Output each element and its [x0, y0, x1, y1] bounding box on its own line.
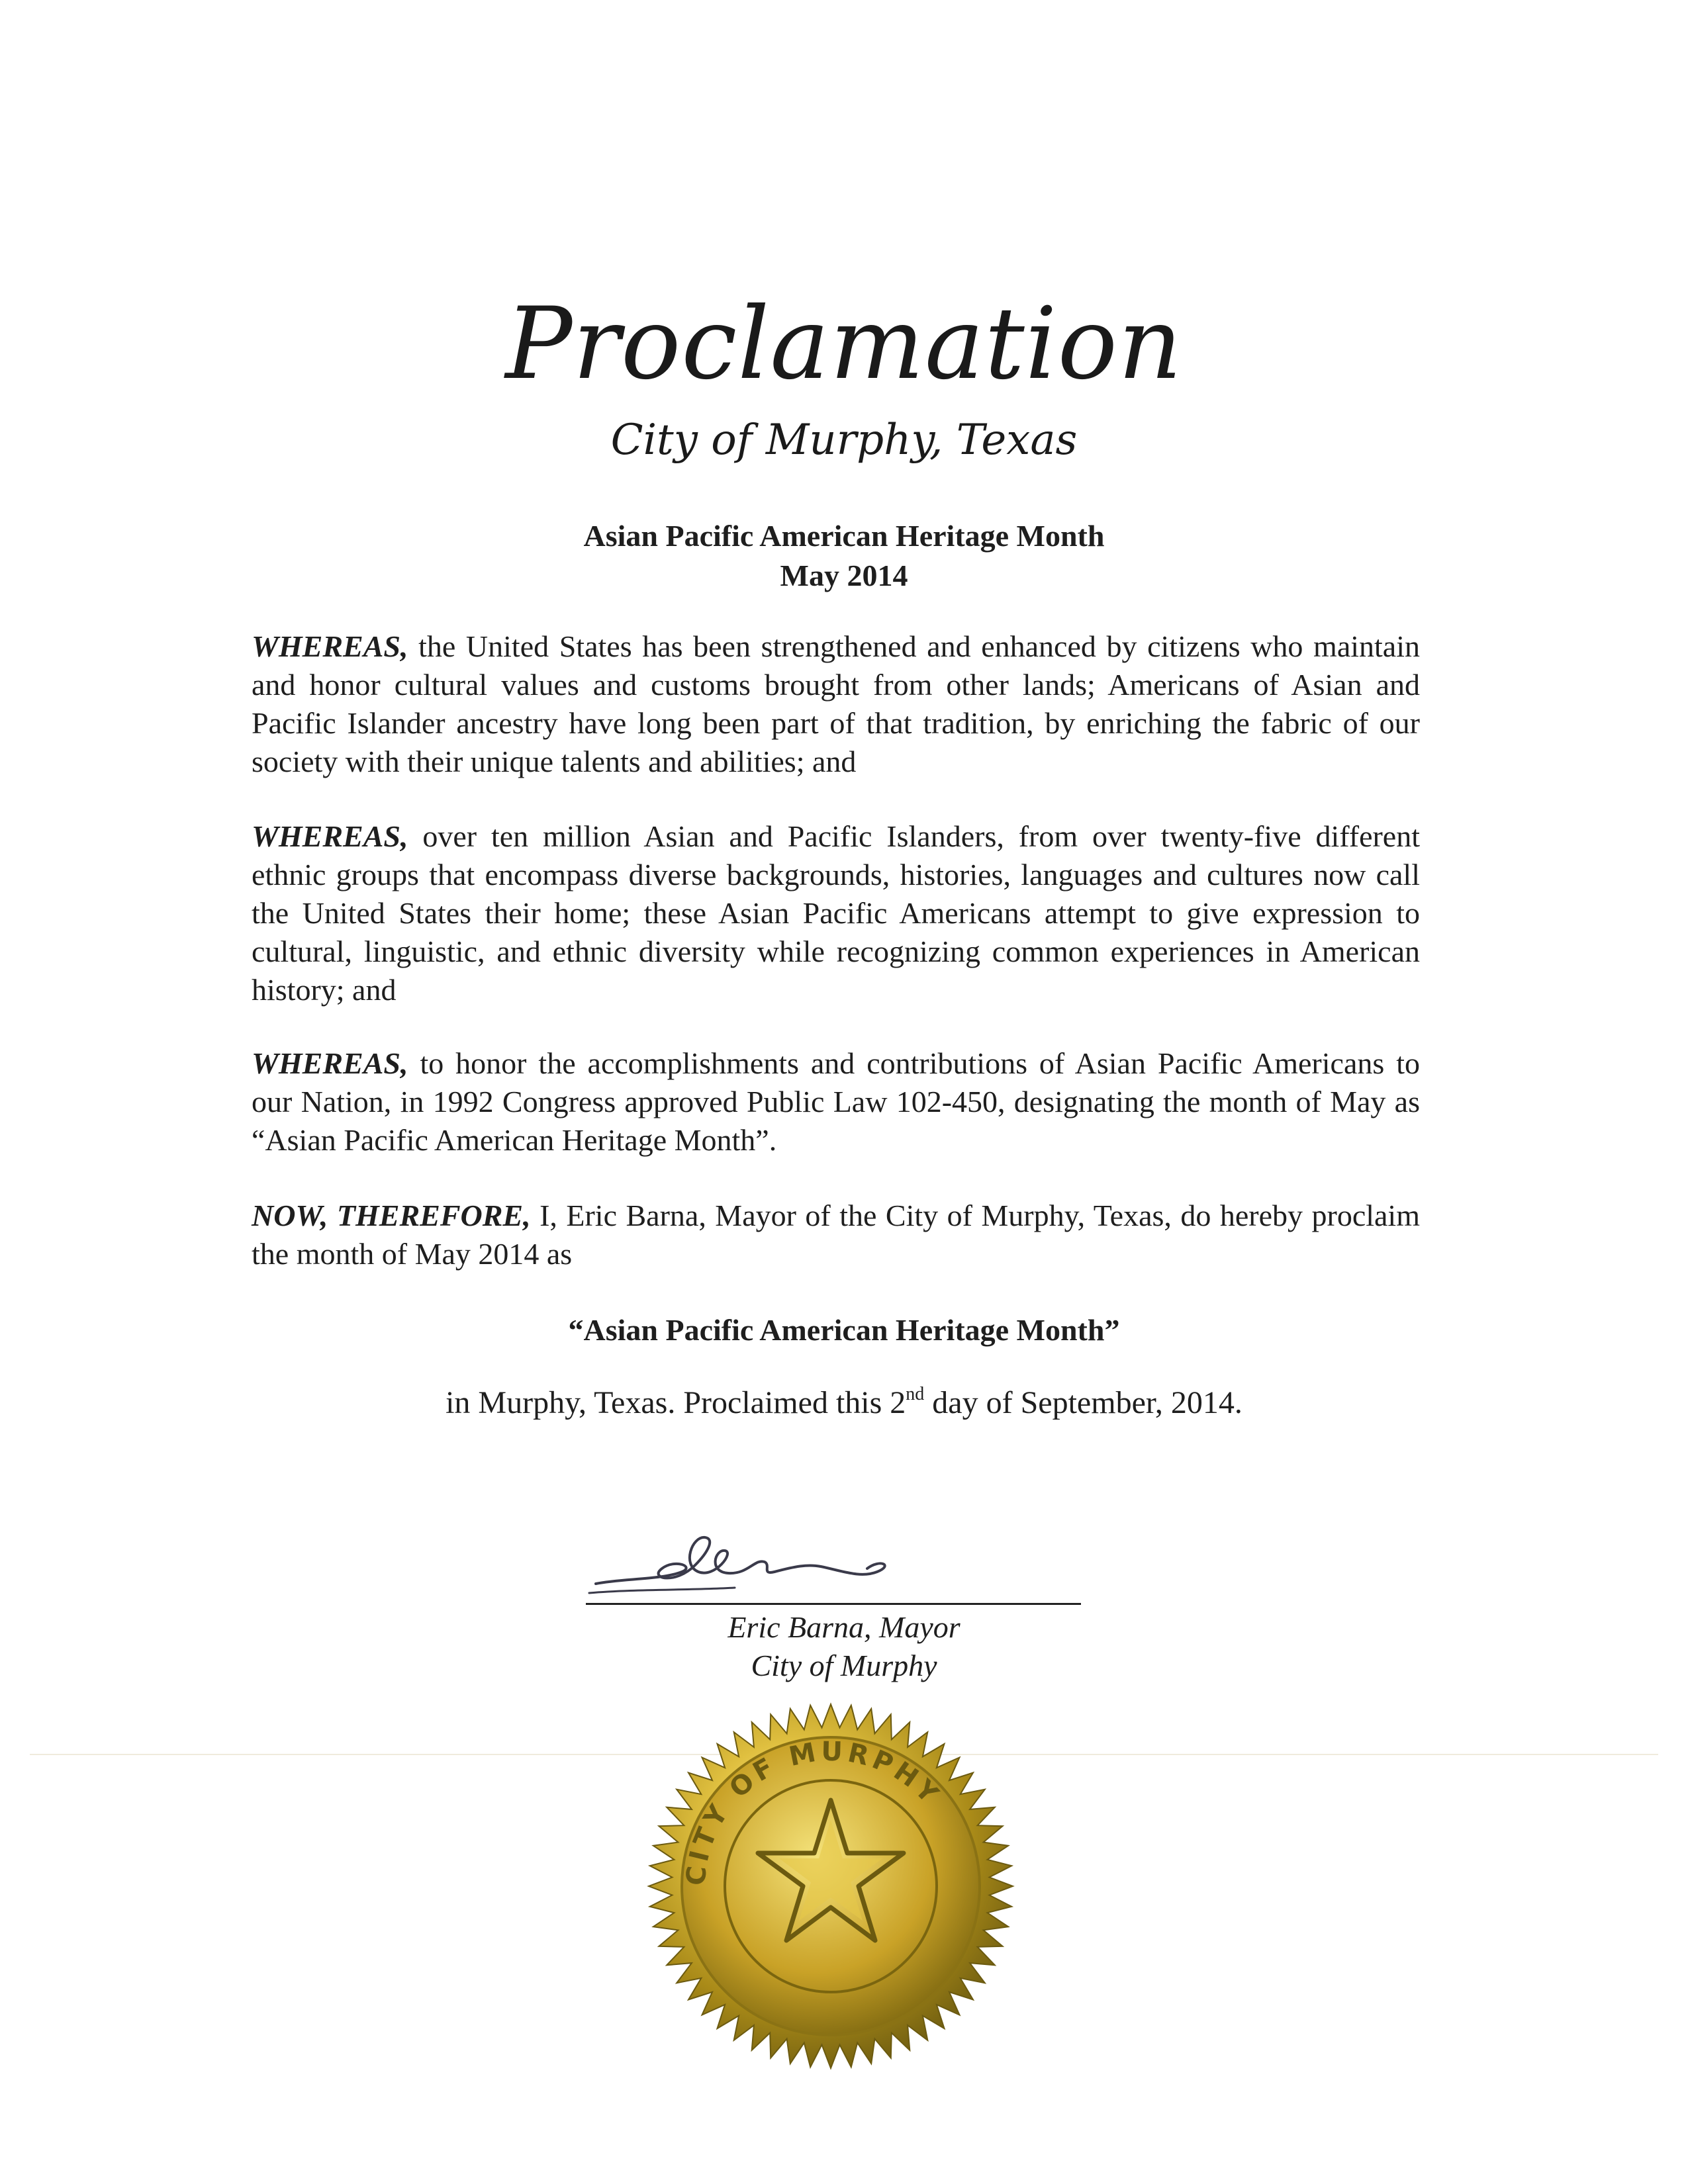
- document-subtitle: City of Murphy, Texas: [610, 416, 1078, 465]
- whereas-paragraph-2: [252, 817, 1420, 1009]
- proclaimed-title: “Asian Pacific American Heritage Month”: [568, 1313, 1120, 1347]
- paragraph-text: I, Eric Barna, Mayor of the City of Murphy, Texas, do hereby proclaim the month of May 2014 as: [252, 1199, 1420, 1271]
- closing-before: in Murphy, Texas. Proclaimed this 2: [445, 1385, 906, 1420]
- heading-observance: Asian Pacific American Heritage Month: [583, 519, 1105, 553]
- closing-statement: [0, 1383, 1688, 1423]
- paragraph-lead: WHEREAS,: [252, 629, 408, 663]
- closing-ordinal: nd: [906, 1384, 925, 1404]
- city-seal: [645, 1701, 1016, 2071]
- document-title: Proclamation: [505, 287, 1183, 402]
- whereas-paragraph-1: [252, 627, 1420, 781]
- paragraph-lead: WHEREAS,: [252, 1046, 408, 1080]
- signature-line: [586, 1603, 1081, 1605]
- mayor-signature: [583, 1506, 953, 1605]
- seal-lettering: CITY OF MURPHY: [680, 1736, 947, 1887]
- whereas-paragraph-3: [252, 1044, 1420, 1160]
- paragraph-text: over ten million Asian and Pacific Islanders, from over twenty-five different ethnic groups that encompass diverse backgrounds, histories, languages and cultures now call the United States their home; these Asian Pacific Americans attempt to give expression to cultural, linguistic, and ethnic diversity while recognizing common experiences in American history; and: [252, 819, 1420, 1007]
- paragraph-lead: NOW, THEREFORE,: [252, 1199, 531, 1232]
- paragraph-text: to honor the accomplishments and contributions of Asian Pacific Americans to our Nation, in 1992 Congress approved Public Law 102-450, designating the month of May as “Asian Pacific American Heritage Month”.: [252, 1046, 1420, 1157]
- signer-name: Eric Barna, Mayor: [727, 1610, 961, 1644]
- therefore-paragraph: [252, 1197, 1420, 1273]
- closing-after: day of September, 2014.: [924, 1385, 1243, 1420]
- paragraph-lead: WHEREAS,: [252, 819, 408, 853]
- signer-organization: City of Murphy: [751, 1649, 937, 1682]
- paragraph-text: the United States has been strengthened and enhanced by citizens who maintain and honor cultural values and customs brought from other lands; Americans of Asian and Pacific Islander ancestry have long been part of that tradition, by enriching the fabric of our society with their unique talents and abilities; and: [252, 629, 1420, 778]
- heading-period: May 2014: [780, 559, 908, 592]
